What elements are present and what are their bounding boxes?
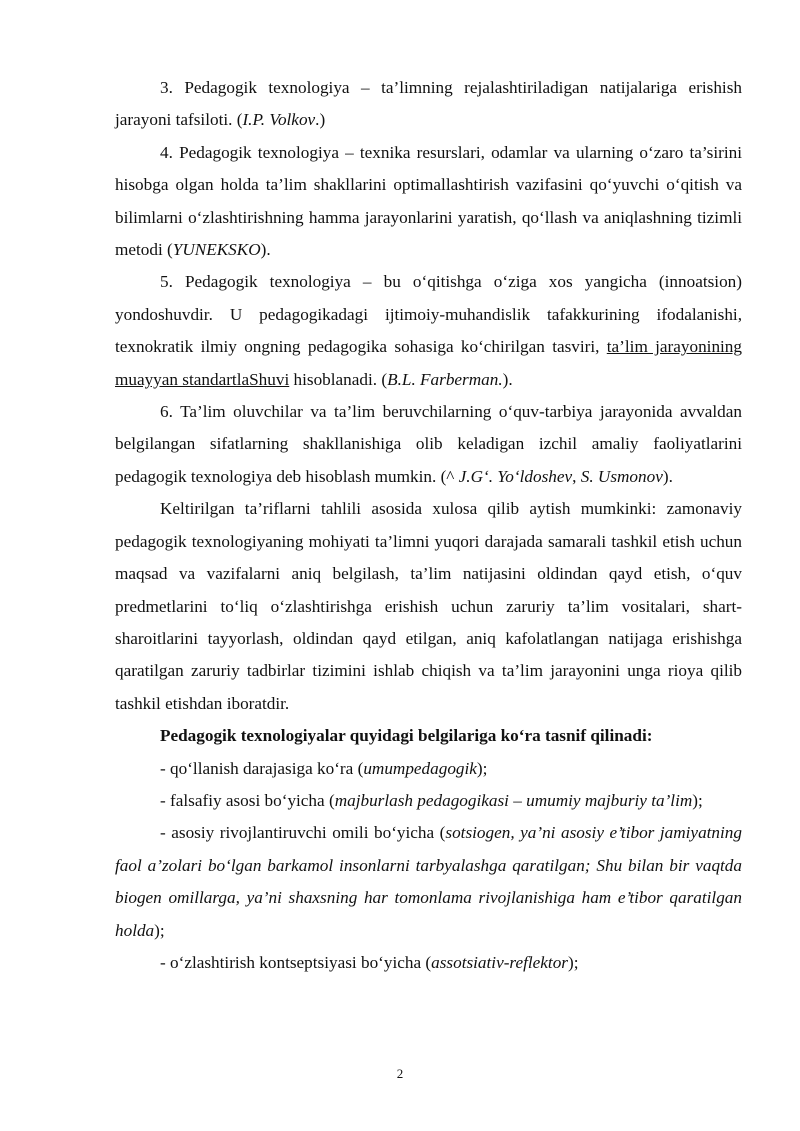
list-item-lead: - asosiy rivojlantiruvchi omili bo‘yicha ( [160,823,446,843]
paragraph-definition-3 [115,72,742,137]
list-item-end: ); [476,758,488,778]
paragraph-conclusion: Keltirilgan ta’riflarni tahlili asosida xulosa qilib aytish mumkinki: zamonaviy pedagogik texnologiyaning mohiyati ta’limni yuqori darajada samarali tashkil etish uchun maqsad va vazifalarni aniq belgilash, ta’lim natijasini oldindan qayd etish, o‘quv predmetlarini to‘liq o‘zlashtirishga erishish uchun zaruriy ta’lim vositalari, shart-sharoitlarini tayyorlash, oldindan qayd etilgan, aniq kafolatlangan natijaga erishishga qaratilgan zaruriy tadbirlar tizimini ishlab chiqish va ta’lim jarayonini unga rioya qilib tashkil etishdan iboratdir. [115,499,742,713]
author-citation: B.L. Farberman. [387,369,503,389]
paragraph-text-end: .) [315,110,326,130]
paragraph-definition-4 [115,137,742,267]
paragraph-text-mid: hisoblanadi. ( [289,369,388,389]
section-heading: Pedagogik texnologiyalar quyidagi belgilariga ko‘ra tasnif qilinadi: [160,726,653,746]
document-body [115,72,742,979]
author-citation: YUNEKSKO [172,240,261,260]
page-number: 2 [396,1066,404,1081]
underlined-phrase: ta’lim jarayonining muayyan standartlaShuvi [115,337,742,389]
paragraph-text: 4. Pedagogik texnologiya – texnika resurslari, odamlar va ularning o‘zaro ta’sirini hisobga olgan holda ta’lim shakllarini optimallashtirish vazifasini qo‘yuvchi o‘qitish va bilimlarni o‘zlashtirishning hamma jarayonlarini yaratish, qo‘llash va aniqlashning tizimli metodi ( [115,142,742,260]
author-citation: I.P. Volkov [242,110,316,130]
paragraph-definition-5 [115,266,742,396]
paragraph-text: 3. Pedagogik texnologiya – ta’limning rejalashtiriladigan natijalariga erishish jarayoni tafsiloti. ( [115,78,742,130]
list-item [115,947,742,979]
list-item [115,785,742,817]
list-item-italic: majburlash pedagogikasi – umumiy majburiy ta’lim [334,790,693,810]
list-item-italic: umumpedagogik [363,758,477,778]
list-item-italic: assotsiativ-reflektor [431,952,568,972]
paragraph-definition-6 [115,396,742,493]
list-item-end: ); [154,920,165,940]
paragraph-text-end: ). [502,369,513,389]
list-item-end: ); [692,790,703,810]
paragraph-text: 6. Ta’lim oluvchilar va ta’lim beruvchilarning o‘quv-tarbiya jarayonida avvaldan belgilangan sifatlarning shakllanishiga olib keladigan izchil amaliy faoliyatlarini pedagogik texnologiya deb hisoblash mumkin. (^ [115,402,742,486]
list-item [115,817,742,947]
author-citation-2: S. Usmonov [580,466,663,486]
list-item-lead: - o‘zlashtirish kontseptsiyasi bo‘yicha ( [160,952,432,972]
author-citation: J.G‘. Yo‘ldoshev [458,466,573,486]
list-item-italic: sotsiogen, ya’ni asosiy e’tibor jamiyatning faol a’zolari bo‘lgan barkamol insonlarni tarbyalashga qaratilgan; Shu bilan bir vaqtda biogen omillarga, ya’ni shaxsning har tomonlama rivojlanishiga ham e’tibor qaratilgan holda [115,823,742,940]
list-item [115,753,742,785]
paragraph-text-end: ). [260,240,271,260]
list-item-lead: - falsafiy asosi bo‘yicha ( [160,790,335,810]
list-item-lead: - qo‘llanish darajasiga ko‘ra ( [160,758,364,778]
list-item-end: ); [567,952,579,972]
paragraph-text-end: ). [662,466,673,486]
paragraph-text: 5. Pedagogik texnologiya – bu o‘qitishga o‘ziga xos yangicha (innoatsion) yondoshuvdir. U pedagogikadagi ijtimoiy-muhandislik tafakkurining ifodalanishi, texnokratik ilmiy ongning pedagogika sohasiga ko‘chirilgan tasviri, [115,272,742,357]
citation-separator: , [572,466,581,486]
